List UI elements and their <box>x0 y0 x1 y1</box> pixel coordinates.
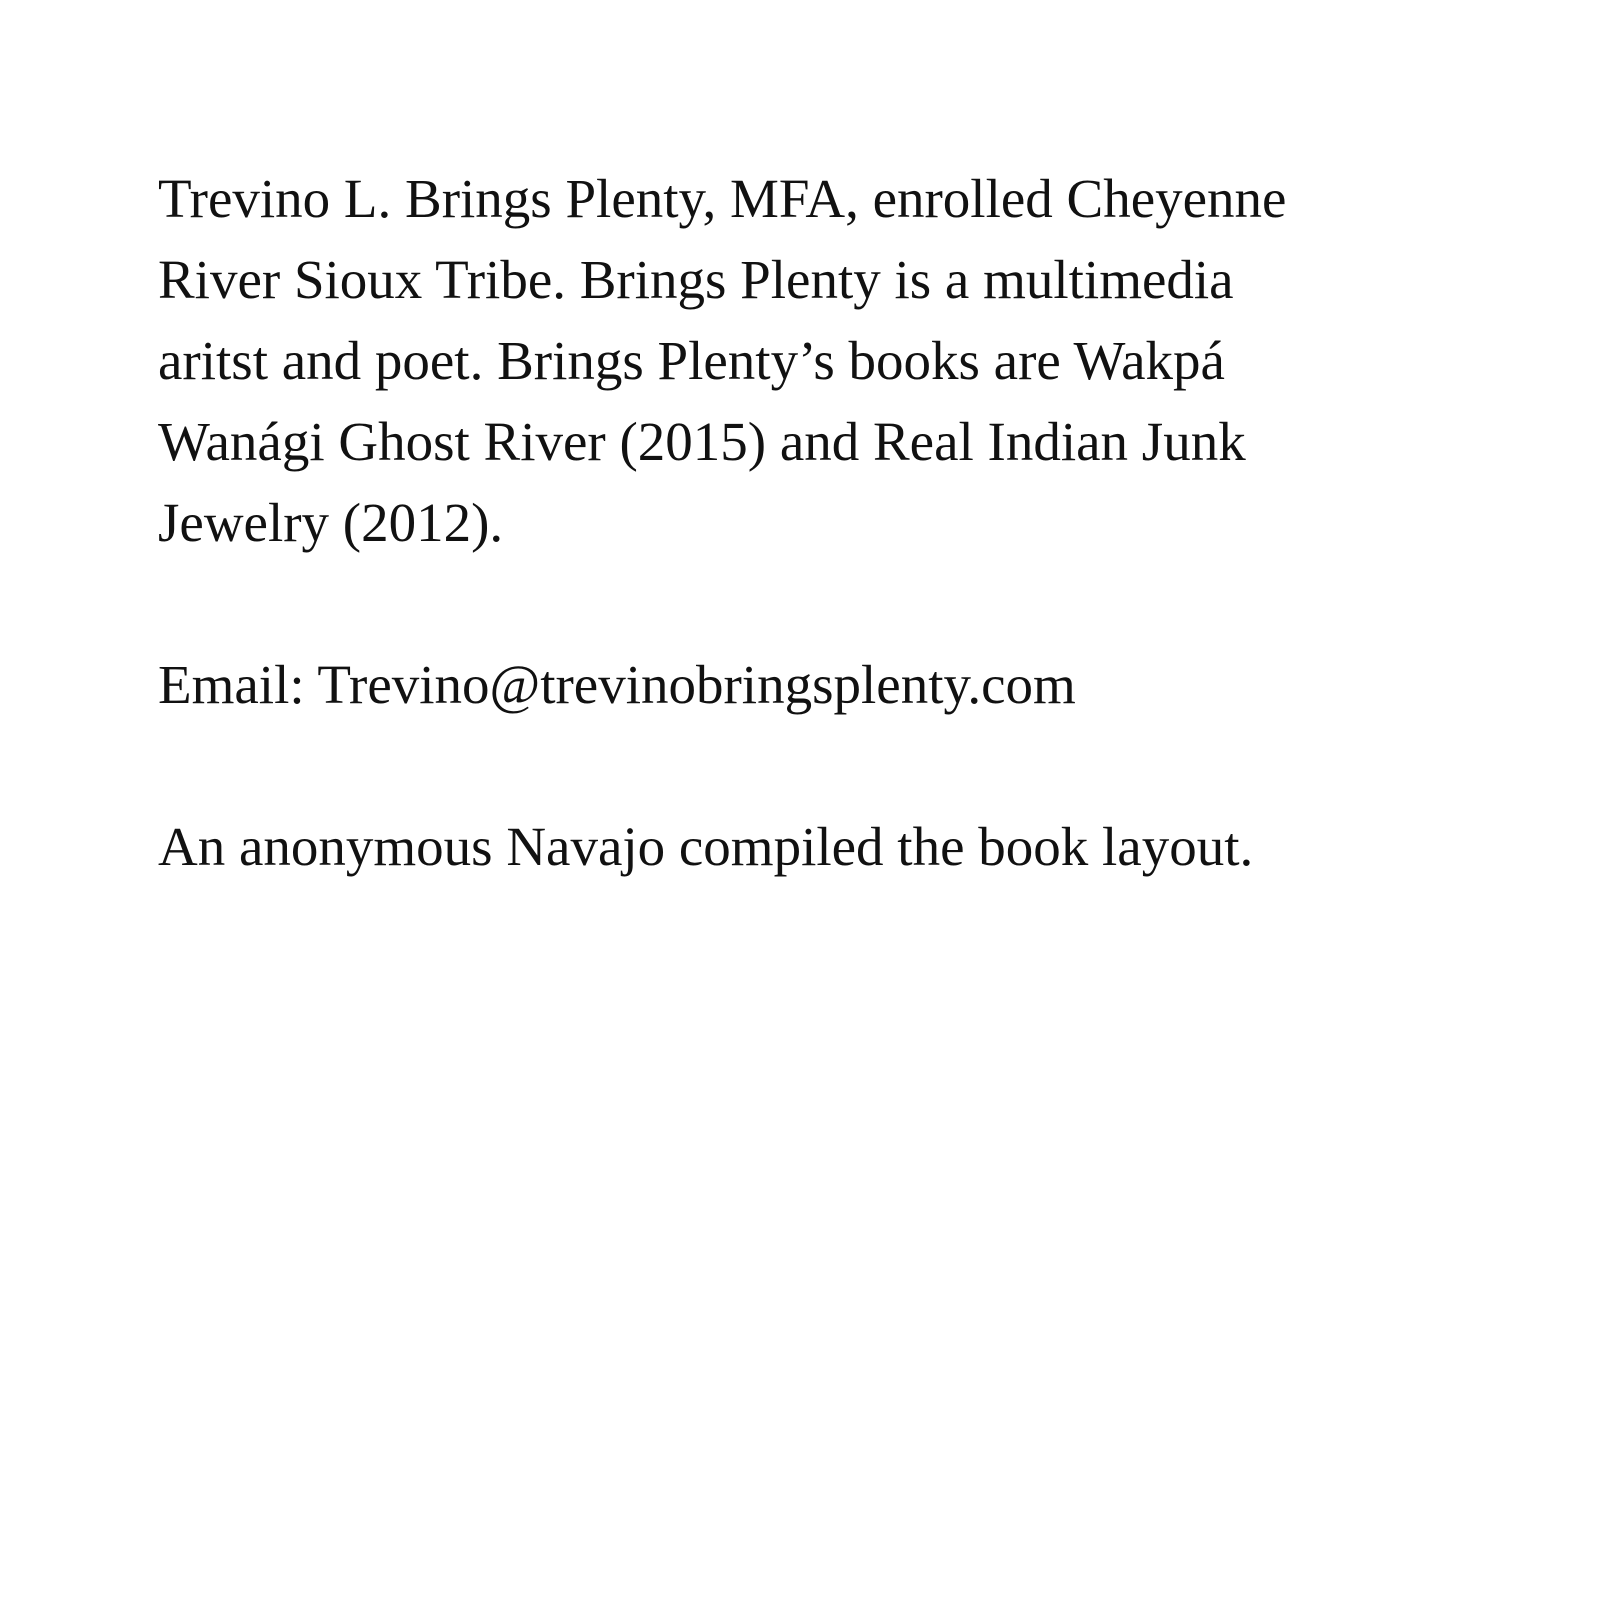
email-line: Email: Trevino@trevinobringsplenty.com <box>158 654 1076 715</box>
bio-line: aritst and poet. Brings Plenty’s books are Wakpá <box>158 330 1225 391</box>
bio-line: Wanági Ghost River (2015) and Real Indian Junk <box>158 411 1246 472</box>
author-bio <box>158 158 1448 563</box>
layout-credit: An anonymous Navajo compiled the book layout. <box>158 816 1254 877</box>
bio-line: River Sioux Tribe. Brings Plenty is a multimedia <box>158 249 1234 310</box>
bio-line: Jewelry (2012). <box>158 492 504 553</box>
bio-line: Trevino L. Brings Plenty, MFA, enrolled Cheyenne <box>158 168 1287 229</box>
document-page <box>158 158 1448 887</box>
